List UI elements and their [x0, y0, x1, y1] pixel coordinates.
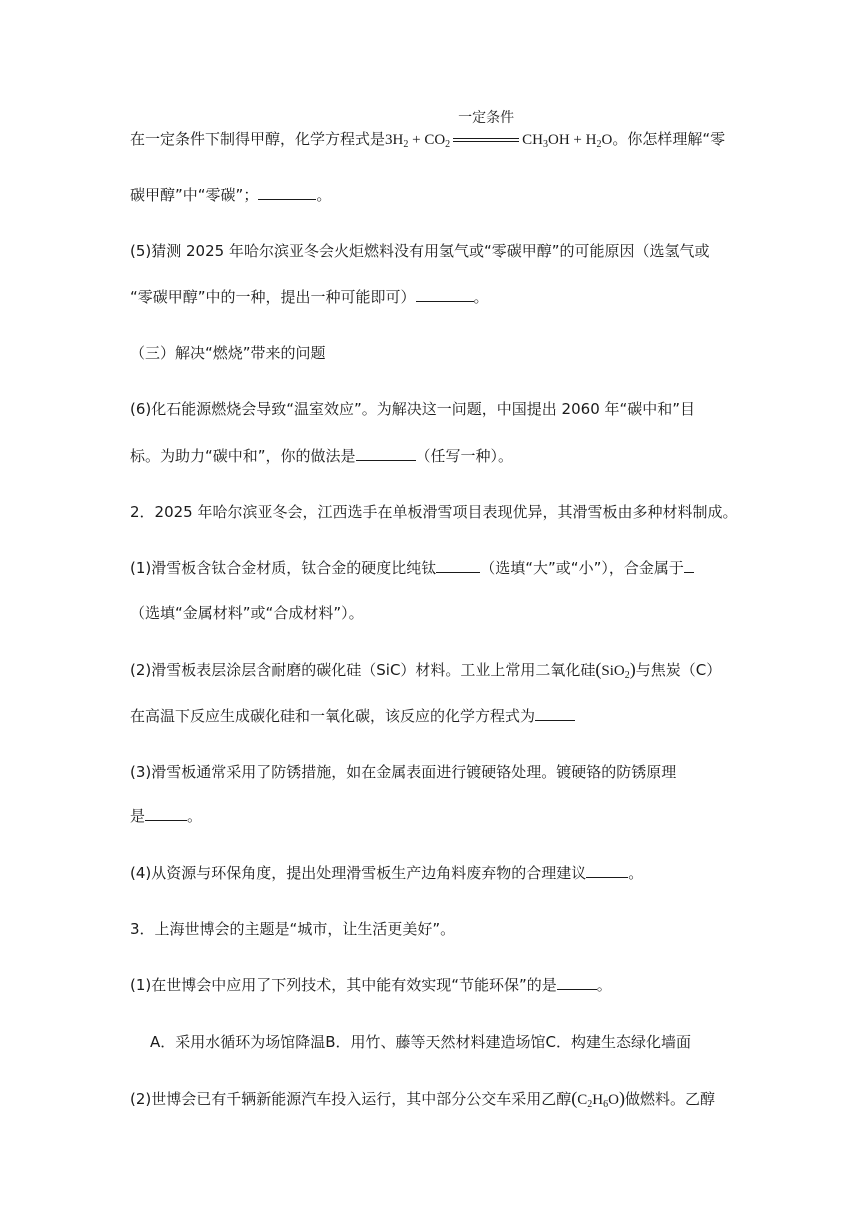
answer-blank[interactable] [586, 863, 628, 878]
answer-blank[interactable] [436, 558, 480, 573]
text: （任写一种）。 [415, 447, 514, 465]
eq-sub: 2 [403, 139, 409, 150]
reaction-condition: 一定条件 [458, 111, 515, 126]
eq-sub: 3 [543, 139, 548, 150]
text: (5)猜测 2025 年哈尔滨亚冬会火炬燃料没有用氢气或“零碳甲醇”的可能原因（选氢气或 [130, 242, 710, 260]
q2-p2-line2 [130, 706, 575, 726]
q1-p5-line1 [130, 241, 710, 261]
text: 做燃料。乙醇 [624, 1090, 715, 1108]
text: 在一定条件下制得甲醇，化学方程式是 [130, 130, 386, 148]
answer-blank[interactable] [684, 558, 694, 573]
q2-p3-line1 [130, 762, 676, 782]
q2-stem [130, 502, 738, 522]
q1-p5-line2 [130, 287, 489, 307]
eq-sub: 2 [596, 139, 602, 150]
answer-blank[interactable] [258, 185, 316, 200]
eq-term: CH [522, 132, 543, 148]
formula-term: C [577, 1092, 588, 1108]
answer-blank[interactable] [356, 446, 416, 461]
text: 是 [130, 807, 146, 825]
text: 。 [187, 807, 203, 825]
formula-sub: 6 [603, 1099, 609, 1110]
text: 。你怎样理解“零 [612, 130, 726, 148]
q3-p1 [130, 975, 612, 995]
eq-term: O [601, 132, 613, 148]
formula-term: O [608, 1092, 619, 1108]
q2-p1-line2 [130, 603, 364, 623]
text: 与焦炭（C） [635, 661, 722, 679]
eq-term: OH + H [548, 132, 597, 148]
formula-term: SiO [601, 663, 625, 679]
q1-line2 [130, 185, 331, 205]
text: (4)从资源与环保角度，提出处理滑雪板生产边角料废弃物的合理建议 [130, 864, 587, 882]
q2-p4 [130, 863, 643, 883]
formula-sub: 2 [624, 670, 630, 681]
q3-stem [130, 919, 455, 939]
text: A．采用水循环为场馆降温B．用竹、藤等天然材料建造场馆C．构建生态绿化墙面 [150, 1033, 692, 1051]
eq-term: + CO [408, 132, 446, 148]
text: 2．2025 年哈尔滨亚冬会，江西选手在单板滑雪项目表现优异，其滑雪板由多种材料制成。 [130, 503, 738, 521]
answer-blank[interactable] [535, 706, 575, 721]
equation [385, 111, 613, 150]
text: (2)滑雪板表层涂层含耐磨的碳化硅（SiC）材料。工业上常用二氧化硅 [130, 661, 596, 679]
text: (1)滑雪板含钛合金材质，钛合金的硬度比纯钛 [130, 559, 437, 577]
text: (1)在世博会中应用了下列技术，其中能有效实现“节能环保”的是 [130, 976, 557, 994]
text: “零碳甲醇”中的一种，提出一种可能即可） [130, 288, 416, 306]
eq-term: 3H [385, 132, 404, 148]
q1-p6-line1 [130, 399, 695, 419]
text: 在高温下反应生成碳化硅和一氧化碳，该反应的化学方程式为 [130, 707, 536, 725]
text: (6)化石能源燃烧会导致“温室效应”。为解决这一问题，中国提出 2060 年“碳中和”目 [130, 400, 696, 418]
text: 标。为助力“碳中和”，你的做法是 [130, 447, 356, 465]
text: (3)滑雪板通常采用了防锈措施，如在金属表面进行镀硬铬处理。镀硬铬的防锈原理 [130, 763, 677, 781]
text: 碳甲醇”中“零碳”； [130, 186, 259, 204]
text: 。 [596, 976, 612, 994]
q3-options [150, 1032, 691, 1052]
section-heading [130, 343, 326, 363]
formula-term: H [592, 1092, 604, 1108]
q2-p1-line1 [130, 558, 694, 578]
formula-sub: 2 [587, 1099, 593, 1110]
q3-p2 [130, 1088, 715, 1115]
eq-sub: 2 [445, 139, 451, 150]
text: 3．上海世博会的主题是“城市，让生活更美好”。 [130, 920, 456, 938]
equation-line [130, 111, 726, 155]
reaction-arrow [453, 111, 519, 149]
text: （三）解决“燃烧”带来的问题 [130, 344, 326, 362]
formula: (SiO$_2$) [595, 659, 636, 681]
q2-p2-line1 [130, 659, 721, 686]
q2-p3-line2 [130, 806, 202, 826]
text: (2)世博会已有千辆新能源汽车投入运行，其中部分公交车采用乙醇 [130, 1090, 572, 1108]
q1-p6-line2 [130, 446, 513, 466]
answer-blank[interactable] [557, 975, 597, 990]
answer-blank[interactable] [416, 287, 474, 302]
text: 。 [473, 288, 489, 306]
formula: $(C_2H_6O)$ [571, 1088, 625, 1110]
text: （选填“大”或“小”），合金属于 [480, 559, 684, 577]
text: 。 [316, 186, 332, 204]
text: （选填“金属材料”或“合成材料”）。 [130, 604, 364, 622]
text: 。 [628, 864, 644, 882]
answer-blank[interactable] [145, 806, 187, 821]
